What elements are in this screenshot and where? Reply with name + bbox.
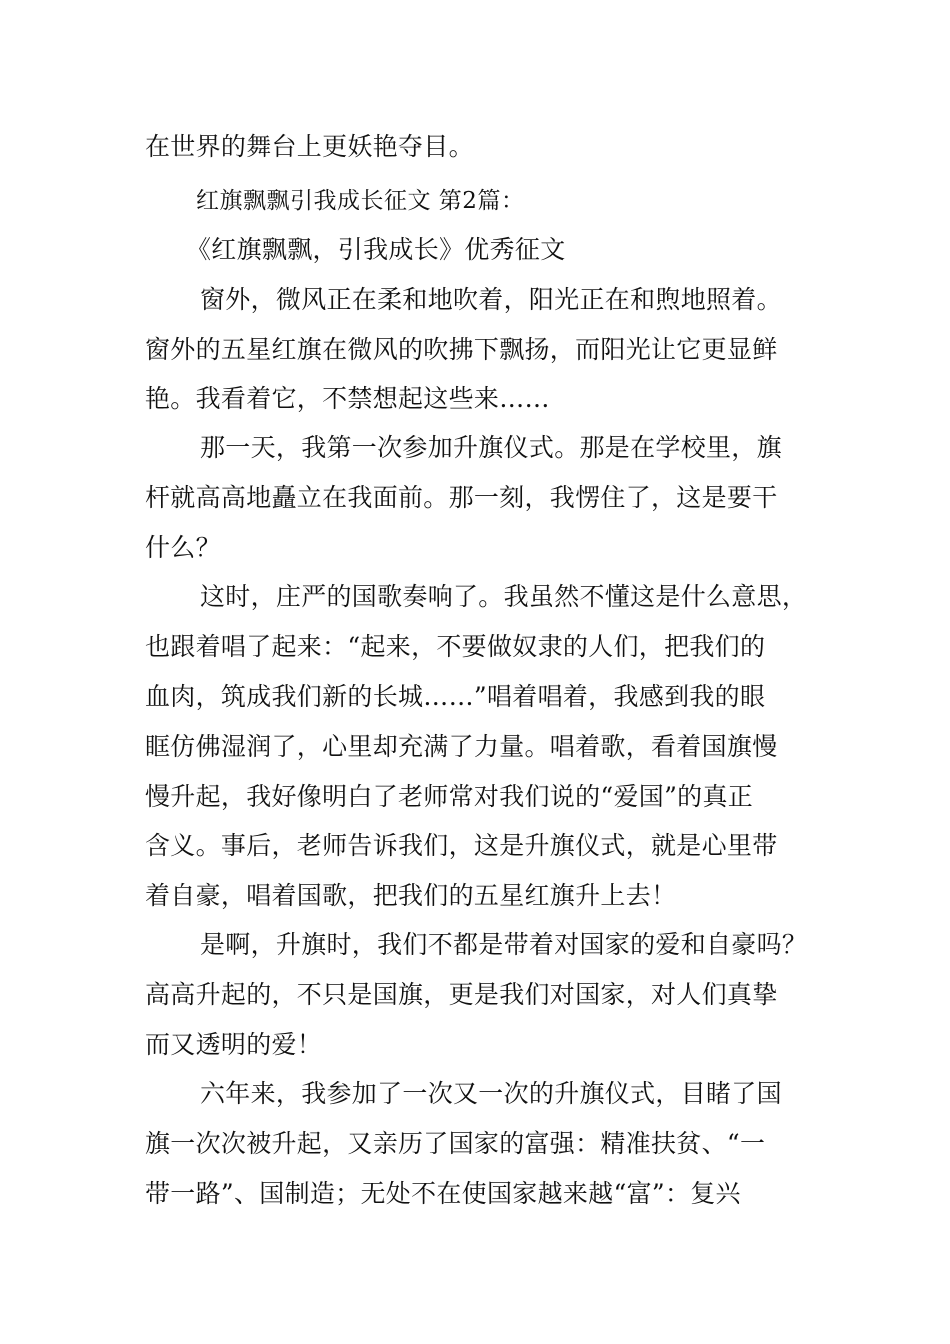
paragraph-line: 慢升起，我好像明白了老师常对我们说的“爱国”的真正 bbox=[145, 782, 754, 811]
paragraph-line: 也跟着唱了起来：“起来，不要做奴隶的人们，把我们的 bbox=[145, 632, 766, 661]
paragraph-line: 窗外，微风正在柔和地吹着，阳光正在和煦地照着。 bbox=[200, 285, 782, 314]
paragraph-line: 什么？ bbox=[145, 533, 221, 562]
paragraph-line: 是啊，升旗时，我们不都是带着对国家的爱和自豪吗？ bbox=[200, 930, 808, 959]
paragraph-line: 旗一次次被升起，又亲历了国家的富强：精准扶贫、“一 bbox=[145, 1129, 766, 1158]
paragraph-line: 那一天，我第一次参加升旗仪式。那是在学校里，旗 bbox=[200, 433, 782, 462]
article-title: 《红旗飘飘，引我成长》优秀征文 bbox=[186, 235, 566, 264]
paragraph-line: 这时，庄严的国歌奏响了。我虽然不懂这是什么意思， bbox=[200, 582, 808, 611]
paragraph-line: 带一路”、国制造；无处不在使国家越来越“富”：复兴 bbox=[145, 1179, 741, 1208]
paragraph-line: 高高升起的，不只是国旗，更是我们对国家，对人们真挚 bbox=[145, 980, 778, 1009]
paragraph-line: 杆就高高地矗立在我面前。那一刻，我愣住了，这是要干 bbox=[145, 483, 778, 512]
paragraph-line: 含义。事后，老师告诉我们，这是升旗仪式，就是心里带 bbox=[145, 831, 778, 860]
paragraph-line: 着自豪，唱着国歌，把我们的五星红旗升上去！ bbox=[145, 881, 677, 910]
paragraph-line: 在世界的舞台上更妖艳夺目。 bbox=[145, 132, 474, 161]
paragraph-line: 窗外的五星红旗在微风的吹拂下飘扬，而阳光让它更显鲜 bbox=[145, 335, 778, 364]
paragraph-line: 眶仿佛湿润了，心里却充满了力量。唱着歌，看着国旗慢 bbox=[145, 732, 778, 761]
paragraph-line: 六年来，我参加了一次又一次的升旗仪式，目睹了国 bbox=[200, 1079, 782, 1108]
paragraph-line: 而又透明的爱！ bbox=[145, 1030, 323, 1059]
section-heading: 红旗飘飘引我成长征文 第2篇： bbox=[196, 188, 525, 214]
paragraph-line: 艳。我看着它，不禁想起这些来…… bbox=[145, 384, 550, 413]
paragraph-line: 血肉，筑成我们新的长城……”唱着唱着，我感到我的眼 bbox=[145, 682, 766, 711]
